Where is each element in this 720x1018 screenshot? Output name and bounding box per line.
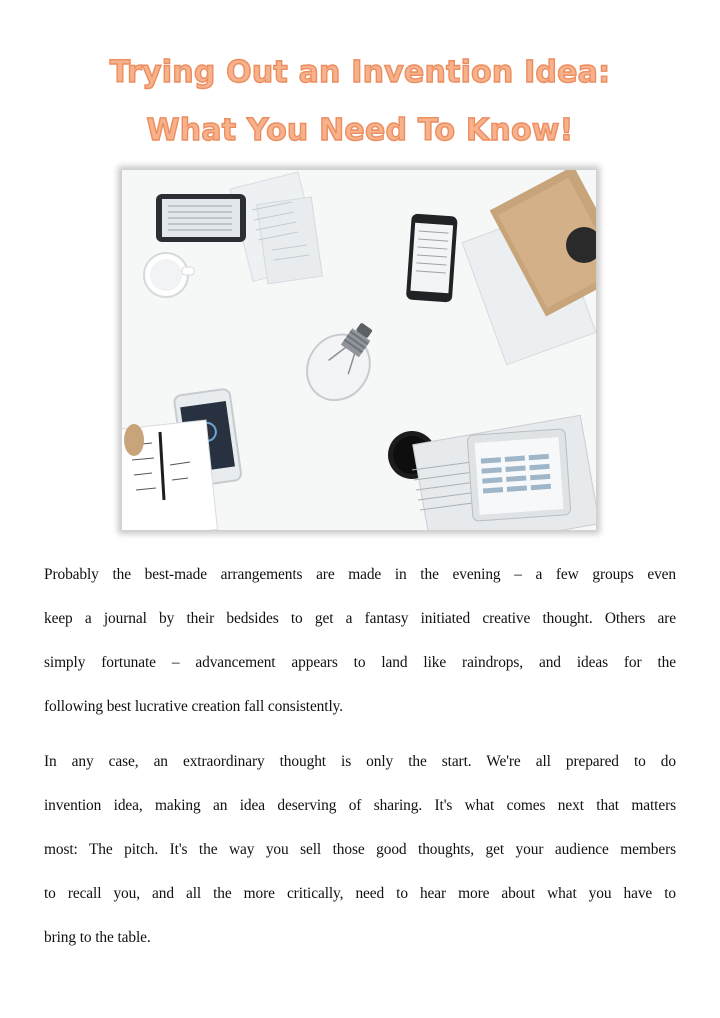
phone-top — [406, 213, 458, 302]
paragraph-2-line: most: The pitch. It's the way you sell those good thoughts, get your audience members — [44, 841, 676, 858]
paragraph-1-line: Probably the best-made arrangements are made in the evening – a few groups even — [44, 566, 676, 583]
paragraph-1-line: simply fortunate – advancement appears to land like raindrops, and ideas for the — [44, 654, 676, 671]
notebook — [122, 420, 217, 530]
tablet-device — [156, 194, 246, 242]
title-line-1: Trying Out an Invention Idea: — [109, 55, 611, 90]
title-line-2: What You Need To Know! — [146, 113, 574, 148]
paragraph-2-line: bring to the table. — [44, 929, 151, 946]
paragraph-1-line: following best lucrative creation fall consistently. — [44, 698, 343, 715]
paragraph-1-line: keep a journal by their bedsides to get a fantasy initiated creative thought. Others are — [44, 610, 676, 627]
paragraph-2-line: In any case, an extraordinary thought is only the start. We're all prepared to do — [44, 753, 676, 770]
paragraph-2-line: invention idea, making an idea deserving of sharing. It's what comes next that matters — [44, 797, 676, 814]
desk-photo — [122, 170, 596, 530]
paragraph-2-line: to recall you, and all the more critically, need to hear more about what you have to — [44, 885, 676, 902]
desk-scene-illustration — [122, 170, 596, 530]
